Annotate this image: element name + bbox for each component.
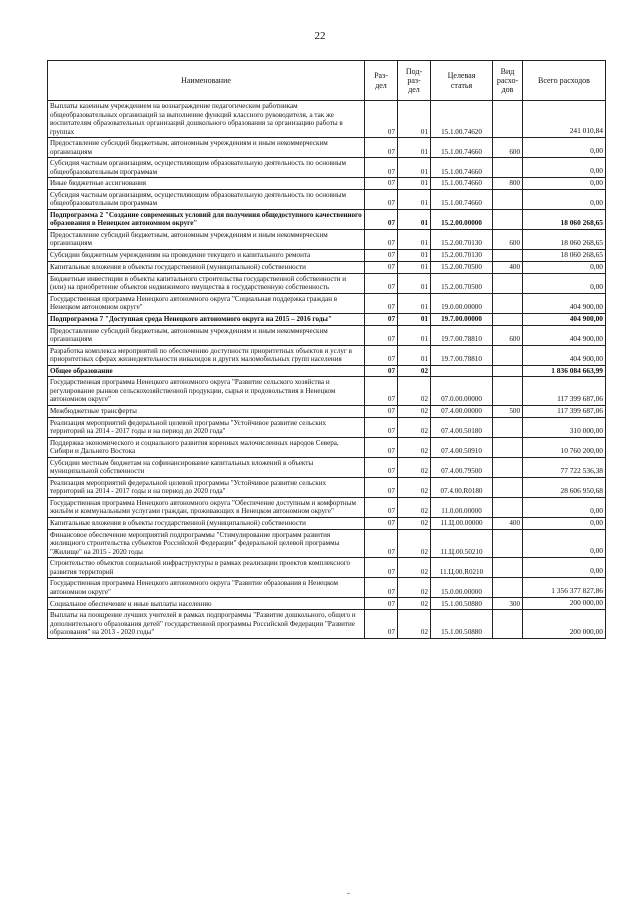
table-row [48, 313, 606, 325]
cell-expense-type [493, 365, 523, 377]
cell-total: 200 000,00 [523, 598, 606, 610]
cell-name: Разработка комплекса мероприятий по обеспечению доступности приоритетных объектов и услуг в приоритетных сферах жизнедеятельности инвалидов и других маломобильных групп населения [48, 345, 365, 365]
table-row [48, 598, 606, 610]
cell-target-item: 15.1.00.74660 [431, 158, 493, 178]
cell-section: 07 [365, 377, 398, 406]
cell-total: 18 060 268,65 [523, 209, 606, 229]
cell-name: Выплаты на поощрение лучших учителей в рамках подпрограммы "Развитие дошкольного, общего и дополнительного образования детей" государственной программы Российской Федерации "Развитие образования" на 2013 - 2020 годы" [48, 610, 365, 639]
cell-expense-type [493, 437, 523, 457]
cell-expense-type [493, 209, 523, 229]
cell-total: 10 760 200,00 [523, 437, 606, 457]
table-row [48, 610, 606, 639]
cell-expense-type [493, 249, 523, 261]
header-section: Раз- дел [365, 61, 398, 101]
cell-name: Социальное обеспечение и иные выплаты населению [48, 598, 365, 610]
cell-target-item: 19.7.00.78810 [431, 325, 493, 345]
table-row [48, 345, 606, 365]
cell-section: 07 [365, 517, 398, 529]
table-row [48, 477, 606, 497]
cell-subsection: 01 [398, 325, 431, 345]
cell-section: 07 [365, 249, 398, 261]
table-row [48, 293, 606, 313]
cell-section: 07 [365, 209, 398, 229]
cell-total: 1 356 377 827,86 [523, 578, 606, 598]
table-row [48, 138, 606, 158]
cell-section: 07 [365, 437, 398, 457]
cell-target-item: 15.2.00.70500 [431, 273, 493, 293]
cell-subsection: 02 [398, 529, 431, 558]
table-row [48, 261, 606, 273]
table-row [48, 249, 606, 261]
table-row [48, 209, 606, 229]
cell-total: 1 836 084 663,99 [523, 365, 606, 377]
cell-section: 07 [365, 417, 398, 437]
cell-name: Капитальные вложения в объекты государственной (муниципальной) собственности [48, 261, 365, 273]
cell-name: Общее образование [48, 365, 365, 377]
table-row [48, 189, 606, 209]
cell-expense-type [493, 158, 523, 178]
cell-name: Поддержка экономического и социального развития коренных малочисленных народов Севера, Сибири и Дальнего Востока [48, 437, 365, 457]
cell-expense-type: 600 [493, 229, 523, 249]
table-row [48, 365, 606, 377]
cell-expense-type [493, 497, 523, 517]
cell-section: 07 [365, 189, 398, 209]
cell-expense-type [493, 293, 523, 313]
cell-target-item: 15.1.00.74660 [431, 189, 493, 209]
cell-total: 18 060 268,65 [523, 249, 606, 261]
cell-total: 0,00 [523, 558, 606, 578]
cell-section: 07 [365, 365, 398, 377]
cell-name: Подпрограмма 2 "Создание современных условий для получения общедоступного качественного образования в Ненецком автономном округе" [48, 209, 365, 229]
cell-expense-type [493, 377, 523, 406]
cell-expense-type [493, 610, 523, 639]
cell-section: 07 [365, 138, 398, 158]
cell-name: Предоставление субсидий бюджетным, автономным учреждениям и иным некоммерческим организациям [48, 138, 365, 158]
cell-expense-type: 400 [493, 261, 523, 273]
cell-total: 200 000,00 [523, 610, 606, 639]
table-row [48, 158, 606, 178]
cell-section: 07 [365, 325, 398, 345]
cell-section: 07 [365, 101, 398, 138]
cell-subsection: 02 [398, 497, 431, 517]
cell-name: Реализация мероприятий федеральной целевой программы "Устойчивое развитие сельских территорий на 2014 - 2017 годы и на период до 2020 года" [48, 417, 365, 437]
cell-expense-type [493, 101, 523, 138]
cell-name: Строительство объектов социальной инфраструктуры в рамках реализации проектов комплексного развития территорий [48, 558, 365, 578]
cell-section: 07 [365, 529, 398, 558]
table-row [48, 377, 606, 406]
cell-section: 07 [365, 313, 398, 325]
cell-name: Субсидии местным бюджетам на софинансирование капитальных вложений в объекты муниципальной собственности [48, 457, 365, 477]
cell-section: 07 [365, 598, 398, 610]
cell-total: 0,00 [523, 178, 606, 190]
cell-target-item: 11.Ц.00.R0210 [431, 558, 493, 578]
table-row [48, 229, 606, 249]
cell-section: 07 [365, 578, 398, 598]
cell-subsection: 02 [398, 405, 431, 417]
cell-target-item: 19.7.00.78810 [431, 345, 493, 365]
table-row [48, 101, 606, 138]
cell-subsection: 01 [398, 209, 431, 229]
cell-target-item: 07.4.00.50910 [431, 437, 493, 457]
table-row [48, 529, 606, 558]
cell-subsection: 01 [398, 101, 431, 138]
cell-total: 0,00 [523, 138, 606, 158]
cell-target-item: 11.Ц.00.50210 [431, 529, 493, 558]
cell-expense-type [493, 417, 523, 437]
cell-expense-type: 300 [493, 598, 523, 610]
cell-subsection: 02 [398, 517, 431, 529]
cell-subsection: 02 [398, 610, 431, 639]
cell-subsection: 01 [398, 229, 431, 249]
cell-subsection: 02 [398, 558, 431, 578]
cell-expense-type: 800 [493, 178, 523, 190]
cell-total: 404 900,00 [523, 313, 606, 325]
cell-target-item: 15.1.00.50880 [431, 610, 493, 639]
table-row [48, 497, 606, 517]
cell-subsection: 01 [398, 189, 431, 209]
header-total: Всего расходов [523, 61, 606, 101]
cell-total: 0,00 [523, 189, 606, 209]
header-subsection: Под- раз- дел [398, 61, 431, 101]
cell-subsection: 01 [398, 313, 431, 325]
cell-total: 117 399 687,06 [523, 405, 606, 417]
cell-total: 77 722 536,38 [523, 457, 606, 477]
budget-table [47, 60, 606, 639]
header-row [48, 61, 606, 101]
cell-total: 0,00 [523, 273, 606, 293]
cell-subsection: 01 [398, 261, 431, 273]
cell-subsection: 01 [398, 138, 431, 158]
cell-target-item: 07.4.00.00000 [431, 405, 493, 417]
cell-subsection: 01 [398, 158, 431, 178]
cell-target-item: 07.4.00.R0180 [431, 477, 493, 497]
cell-total: 310 000,00 [523, 417, 606, 437]
cell-target-item: 15.2.00.70130 [431, 249, 493, 261]
cell-subsection: 02 [398, 598, 431, 610]
cell-name: Иные бюджетные ассигнования [48, 178, 365, 190]
cell-expense-type [493, 558, 523, 578]
table-row [48, 578, 606, 598]
cell-section: 07 [365, 558, 398, 578]
cell-expense-type [493, 273, 523, 293]
stray-mark [347, 893, 350, 894]
cell-total: 404 900,00 [523, 293, 606, 313]
cell-expense-type: 600 [493, 138, 523, 158]
cell-subsection: 02 [398, 477, 431, 497]
cell-target-item: 15.0.00.00000 [431, 578, 493, 598]
cell-target-item: 15.1.00.74660 [431, 178, 493, 190]
cell-expense-type [493, 457, 523, 477]
cell-name: Капитальные вложения в объекты государственной (муниципальной) собственности [48, 517, 365, 529]
cell-section: 07 [365, 345, 398, 365]
cell-target-item: 19.7.00.00000 [431, 313, 493, 325]
cell-subsection: 02 [398, 578, 431, 598]
cell-target-item: 15.2.00.70130 [431, 229, 493, 249]
table-row [48, 558, 606, 578]
cell-name: Субсидия частным организациям, осуществляющим образовательную деятельность по основным общеобразовательным программам [48, 189, 365, 209]
cell-total: 28 606 950,68 [523, 477, 606, 497]
cell-expense-type: 400 [493, 517, 523, 529]
cell-target-item: 19.0.00.00000 [431, 293, 493, 313]
cell-subsection: 01 [398, 249, 431, 261]
cell-section: 07 [365, 229, 398, 249]
cell-target-item: 11.0.00.00000 [431, 497, 493, 517]
cell-name: Реализация мероприятий федеральной целевой программы "Устойчивое развитие сельских территорий на 2014 - 2017 годы и на период до 2020 года" [48, 477, 365, 497]
cell-subsection: 02 [398, 457, 431, 477]
cell-name: Бюджетные инвестиции в объекты капитального строительства государственной собственности и (или) на приобретение объектов недвижимого имущества в государственную собственность [48, 273, 365, 293]
cell-target-item: 15.2.00.70500 [431, 261, 493, 273]
cell-expense-type: 500 [493, 405, 523, 417]
cell-expense-type [493, 529, 523, 558]
cell-expense-type [493, 477, 523, 497]
cell-total: 0,00 [523, 517, 606, 529]
cell-section: 07 [365, 273, 398, 293]
cell-name: Государственная программа Ненецкого автономного округа "Развитие образования в Ненецком автономном округе" [48, 578, 365, 598]
table-row [48, 517, 606, 529]
header-name: Наименование [48, 61, 365, 101]
cell-target-item: 15.1.00.74660 [431, 138, 493, 158]
cell-subsection: 02 [398, 377, 431, 406]
cell-section: 07 [365, 405, 398, 417]
cell-expense-type: 600 [493, 325, 523, 345]
table-row [48, 457, 606, 477]
cell-total: 241 010,84 [523, 101, 606, 138]
table-row [48, 437, 606, 457]
cell-name: Государственная программа Ненецкого автономного округа "Развитие сельского хозяйства и регулирование рынков сельскохозяйственной продукции, сырья и продовольствия в Ненецком автономном округе" [48, 377, 365, 406]
cell-name: Предоставление субсидий бюджетным, автономным учреждениям и иным некоммерческим организациям [48, 229, 365, 249]
table-row [48, 405, 606, 417]
cell-section: 07 [365, 293, 398, 313]
cell-target-item: 15.2.00.00000 [431, 209, 493, 229]
cell-total: 404 900,00 [523, 345, 606, 365]
cell-expense-type [493, 578, 523, 598]
cell-expense-type [493, 313, 523, 325]
cell-name: Выплаты казенным учреждением на вознаграждение педагогическим работникам общеобразовательных организаций за выполнение функций классного руководителя, а так же воспитателям образовательных организаций дошкольного образования за организацию работы в группах [48, 101, 365, 138]
cell-name: Государственная программа Ненецкого автономного округа "Социальная поддержка граждан в Ненецком автономном округе" [48, 293, 365, 313]
cell-name: Финансовое обеспечение мероприятий подпрограммы "Стимулирование программ развития жилищного строительства субъектов Российской Федерации" федеральной целевой программы "Жилище" на 2015 - 2020 годы [48, 529, 365, 558]
cell-total: 0,00 [523, 497, 606, 517]
cell-section: 07 [365, 457, 398, 477]
cell-name: Межбюджетные трансферты [48, 405, 365, 417]
cell-subsection: 01 [398, 345, 431, 365]
page-number: 22 [314, 30, 326, 42]
table-row [48, 178, 606, 190]
cell-section: 07 [365, 477, 398, 497]
cell-name: Субсидия частным организациям, осуществляющим образовательную деятельность по основным общеобразовательным программам [48, 158, 365, 178]
cell-name: Субсидии бюджетным учреждениям на проведение текущего и капитального ремонта [48, 249, 365, 261]
header-target-item: Целевая статья [431, 61, 493, 101]
cell-section: 07 [365, 261, 398, 273]
cell-target-item: 07.0.00.00000 [431, 377, 493, 406]
cell-total: 18 060 268,65 [523, 229, 606, 249]
cell-total: 404 900,00 [523, 325, 606, 345]
cell-expense-type [493, 189, 523, 209]
cell-target-item [431, 365, 493, 377]
cell-target-item: 15.1.00.74620 [431, 101, 493, 138]
cell-subsection: 01 [398, 273, 431, 293]
cell-total: 0,00 [523, 529, 606, 558]
cell-target-item: 07.4.00.79500 [431, 457, 493, 477]
cell-section: 07 [365, 158, 398, 178]
cell-total: 117 399 687,06 [523, 377, 606, 406]
cell-subsection: 01 [398, 293, 431, 313]
cell-subsection: 02 [398, 417, 431, 437]
cell-subsection: 02 [398, 365, 431, 377]
cell-target-item: 07.4.00.50180 [431, 417, 493, 437]
cell-section: 07 [365, 610, 398, 639]
table-row [48, 417, 606, 437]
cell-expense-type [493, 345, 523, 365]
cell-name: Государственная программа Ненецкого автономного округа "Обеспечение доступным и комфортным жильём и коммунальными услугами граждан, проживающих в Ненецком автономном округе" [48, 497, 365, 517]
cell-total: 0,00 [523, 158, 606, 178]
cell-name: Подпрограмма 7 "Доступная среда Ненецкого автономного округа на 2015 – 2016 годы" [48, 313, 365, 325]
cell-target-item: 15.1.00.50880 [431, 598, 493, 610]
cell-section: 07 [365, 178, 398, 190]
table-row [48, 325, 606, 345]
cell-subsection: 02 [398, 437, 431, 457]
table-row [48, 273, 606, 293]
cell-total: 0,00 [523, 261, 606, 273]
header-expense-type: Вид расхо- дов [493, 61, 523, 101]
cell-subsection: 01 [398, 178, 431, 190]
cell-section: 07 [365, 497, 398, 517]
cell-target-item: 11.Ц.00.00000 [431, 517, 493, 529]
cell-name: Предоставление субсидий бюджетным, автономным учреждениям и иным некоммерческим организациям [48, 325, 365, 345]
